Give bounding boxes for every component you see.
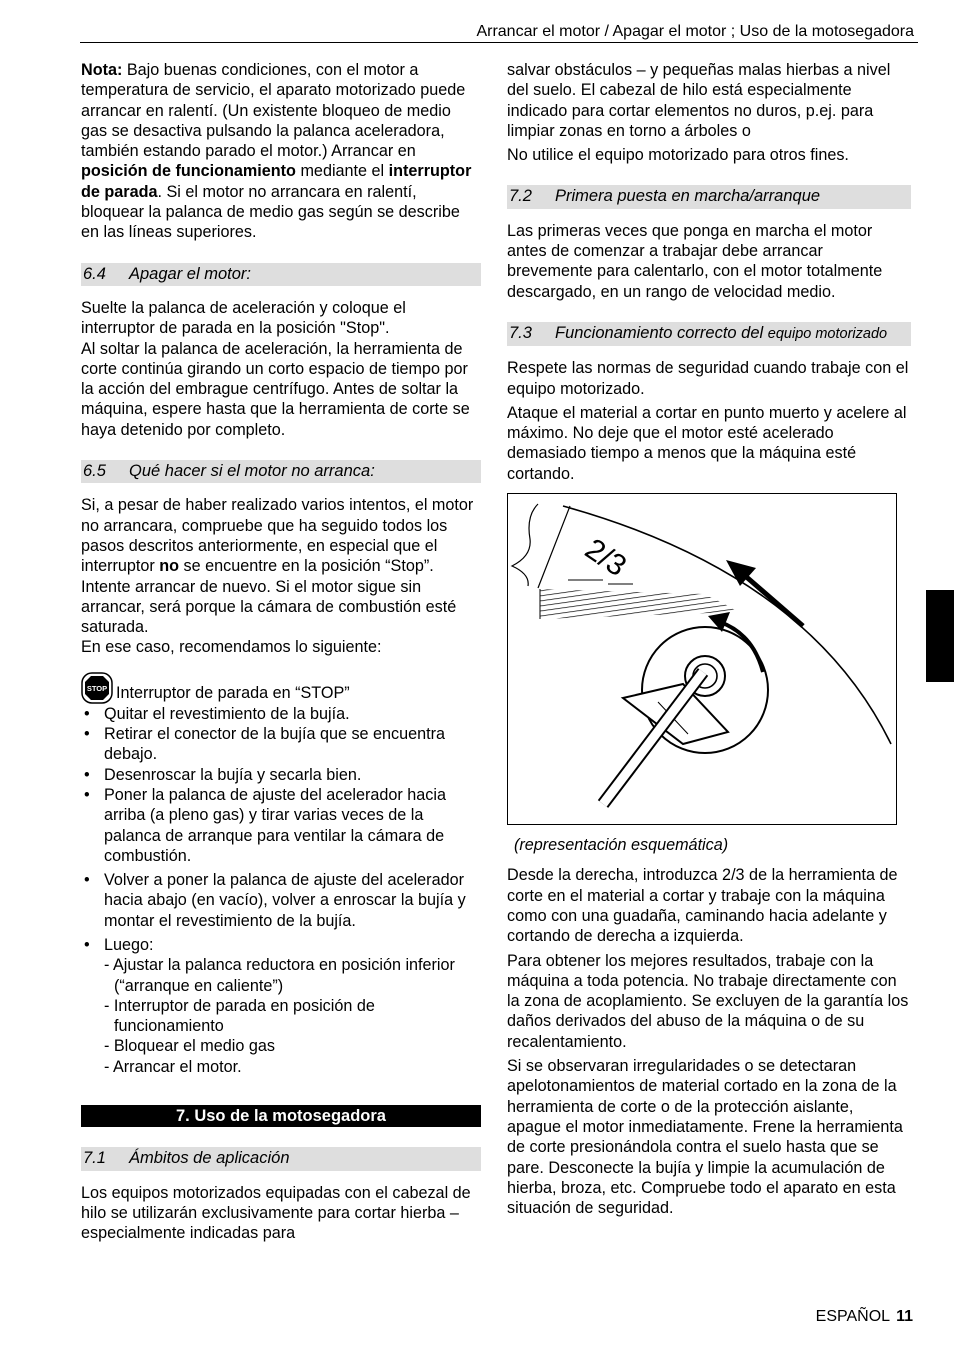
paragraph: Ataque el material a cortar en punto muerto y acelere al máximo. No deje que el motor esté acelerado demasiado tiempo a menos que la máquina esté cortando. [507, 403, 907, 483]
chapter-heading-7: 7. Uso de la motosegadora [81, 1105, 481, 1127]
sub-item: - Ajustar la palanca reductora en posición inferior (“arranque en caliente”) [104, 956, 455, 995]
page-footer [816, 1307, 913, 1327]
stop-instruction: STOP Interruptor de parada en “STOP” [81, 672, 481, 704]
paragraph: Si, a pesar de haber realizado varios intentos, el motor no arrancara, compruebe que ha seguido todos los pasos descritos anteriormente, en especial que el interruptor no se encuentre en la posición “Stop”. Intente arrancar de nuevo. Si el motor sigue sin arrancar, será porque la cámara de combustión esté saturada. [81, 496, 474, 637]
list-item: • Desenroscar la bujía y secarla bien. [81, 765, 481, 785]
paragraph: No utilice el equipo motorizado para otros fines. [507, 146, 849, 165]
sub-list [104, 955, 481, 1077]
list-item: • Luego: - Ajustar la palanca reductora en posición inferior (“arranque en caliente”) - Interruptor de parada en posición de funcionamiento - Bloquear el medio gas - Arrancar el motor. [81, 935, 481, 1077]
page-number: 11 [896, 1308, 913, 1325]
right-column [507, 60, 911, 1218]
paragraph: Respete las normas de seguridad cuando trabaje con el equipo motorizado. [507, 359, 909, 398]
sub-item: - Bloquear el medio gas [104, 1037, 275, 1056]
section-heading-7-1: 7.1 Ámbitos de aplicación [81, 1147, 481, 1170]
list-item: • Volver a poner la palanca de ajuste del acelerador hacia abajo (en vacío), volver a enroscar la bujía y montar el revestimiento de la bujía. [81, 870, 481, 931]
paragraph: Al soltar la palanca de aceleración, la herramienta de corte continúa girando un corto espacio de tiempo por la acción del embrague centrífugo. Antes de soltar la máquina, espere hasta que la herramienta de corte se haya detenido por completo. [81, 339, 470, 439]
section-heading-7-3: 7.3 Funcionamiento correcto del equipo motorizado [507, 322, 911, 346]
figure-caption: (representación esquemática) [514, 836, 729, 855]
paragraph: En ese caso, recomendamos lo siguiente: [81, 638, 382, 657]
troubleshoot-list [81, 704, 481, 1077]
note-paragraph: Nota: Bajo buenas condiciones, con el motor a temperatura de servicio, el aparato motorizado puede arrancar en ralentí. (Un existente bloqueo de medio gas se desactiva pulsando la palanca aceleradora, también estando parado el motor.) Arrancar en posición de funcionamiento mediante el interruptor de parada. Si el motor no arrancara en ralentí, bloquear la palanca de medio gas según se describe en las líneas superiores. [81, 61, 472, 242]
paragraph: Desde la derecha, introduzca 2/3 de la herramienta de corte en el material a cortar y trabaje con la máquina como con una guadaña, caminando hacia adelante y cortando de derecha a izquierda. [507, 866, 898, 946]
section-heading-6-4: 6.4 Apagar el motor: [81, 263, 481, 286]
left-column [81, 60, 481, 1244]
trimmer-schematic-figure [507, 493, 897, 825]
footer-language: ESPAÑOL [815, 1308, 891, 1325]
svg-text:STOP: STOP [86, 683, 108, 693]
list-item: • Poner la palanca de ajuste del acelerador hacia arriba (a pleno gas) y tirar varias veces de la palanca de arranque para ventilar la cámara de combustión. [81, 785, 481, 866]
paragraph: Suelte la palanca de aceleración y coloque el interruptor de parada en la posición "Stop". [81, 298, 406, 338]
header-title: Arrancar el motor / Apagar el motor ; Uso de la motosegadora [476, 23, 914, 40]
chapter-tab-marker [926, 590, 954, 682]
sub-item: - Interruptor de parada en posición de funcionamiento [104, 996, 375, 1036]
section-heading-6-5: 6.5 Qué hacer si el motor no arranca: [81, 460, 481, 483]
paragraph: Para obtener los mejores resultados, trabaje con la máquina a toda potencia. No trabaje directamente con la zona de acoplamiento. Se excluyen de la garantía los daños derivados del abuso de la máquina o de su recalentamiento. [507, 951, 909, 1051]
stop-icon [81, 672, 113, 704]
sub-item: - Arrancar el motor. [104, 1057, 242, 1076]
paragraph: salvar obstáculos – y pequeñas malas hierbas a nivel del suelo. El cabezal de hilo está especialmente indicado para cortar elementos no duros, p.ej. para limpiar zonas en torno a árboles o [507, 61, 891, 140]
two-thirds-label: 2/3 [579, 532, 633, 584]
list-item: • Retirar el conector de la bujía que se encuentra debajo. [81, 724, 481, 765]
header-rule [80, 42, 918, 43]
paragraph: Si se observaran irregularidades o se detectaran apelotonamientos de material cortado en la zona de la herramienta de corte o de la protección aislante, apague el motor inmediatamente. Frene la herramienta de corte presionándola contra el suelo hasta que se pare. Desconecte la bujía y limpie la acumulación de hierba, broza, etc. Compruebe todo el aparato en esta situación de seguridad. [507, 1057, 903, 1218]
paragraph: Los equipos motorizados equipadas con el cabezal de hilo se utilizarán exclusivamente para cortar hierba – especialmente indicadas para [81, 1183, 471, 1243]
list-item: • Quitar el revestimiento de la bujía. [81, 704, 481, 724]
section-heading-7-2: 7.2 Primera puesta en marcha/arranque [507, 185, 911, 208]
paragraph: Las primeras veces que ponga en marcha el motor antes de comenzar a trabajar debe arrancar brevemente para calentarlo, con el motor totalmente descargado, en un rango de velocidad medio. [507, 221, 883, 301]
trimmer-schematic-drawing [508, 494, 896, 824]
